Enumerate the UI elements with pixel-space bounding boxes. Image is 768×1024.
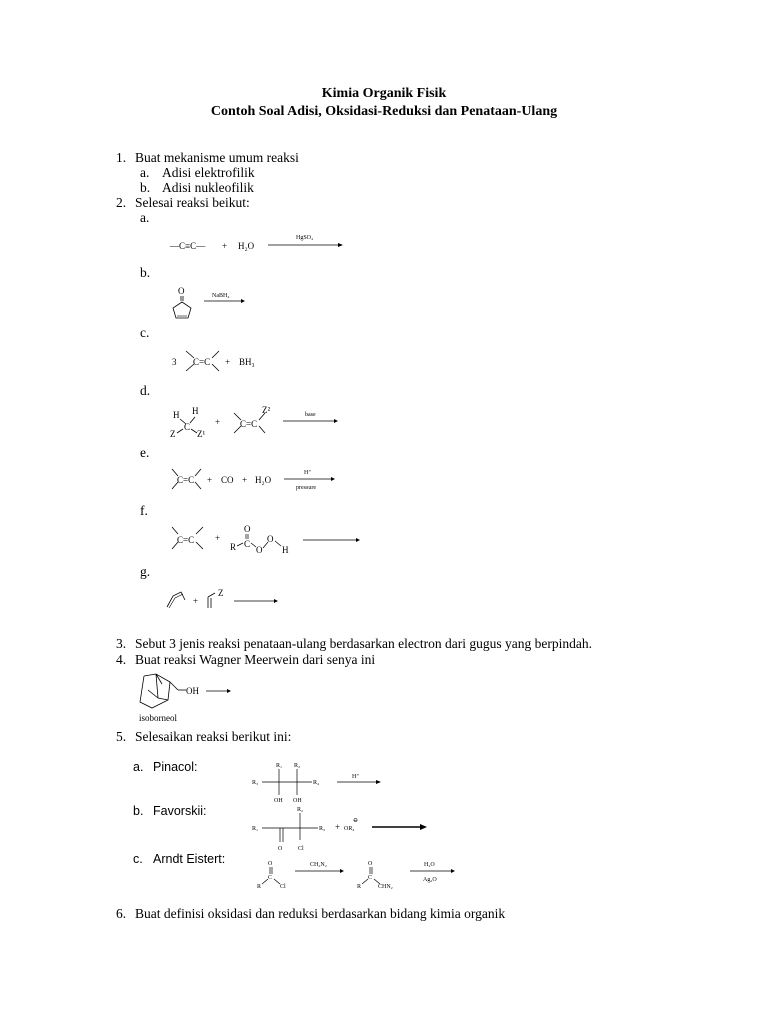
q2f-h: H: [282, 545, 289, 555]
q2e-co: CO: [221, 475, 234, 485]
q2g-plus: +: [193, 596, 199, 606]
q2d-h2: H: [192, 406, 199, 416]
q2c-coefficient: 3: [172, 357, 177, 367]
q2e-plus2: +: [242, 475, 248, 485]
q5a-r1: R₁: [276, 763, 283, 769]
q3-text: Sebut 3 jenis reaksi penataan-ulang berdasarkan electron dari gugus yang berpindah.: [135, 636, 592, 651]
q5a-oh1: OH: [274, 798, 283, 804]
q2e-alkene: C=C: [177, 475, 195, 485]
q1a-label: a.: [140, 165, 150, 180]
q2a-alkyne: —C≡C—: [170, 241, 206, 251]
q5a-r3: R₃: [252, 780, 259, 786]
q2d-alkene: C=C: [240, 419, 258, 429]
q5c-o1: O: [268, 861, 273, 867]
q2f-r: R: [230, 542, 237, 552]
q5c-label: c.: [133, 852, 143, 866]
q2d-reagent: base: [305, 412, 316, 418]
q2e-reagent-bottom: pressure: [296, 485, 316, 491]
q2b-reagent: NaBH₄: [212, 293, 230, 299]
q2g-label: g.: [140, 564, 151, 579]
q5-text: Selesaikan reaksi berikut ini:: [135, 729, 292, 744]
q2a-label: a.: [140, 210, 150, 225]
q5b-alkoxide: OR₄: [344, 826, 355, 832]
q5a-r4: R₄: [313, 780, 320, 786]
q2e-reagent-top: H⁺: [304, 470, 312, 476]
q2a-reagent: HgSO₄: [296, 235, 314, 241]
q2e-water: H₂O: [255, 475, 272, 485]
q1b-label: b.: [140, 180, 151, 195]
q2e-label: e.: [140, 445, 150, 460]
q5c-name: Arndt Eistert:: [153, 852, 226, 866]
q2d-carbon: C: [184, 422, 191, 432]
document-subtitle: Contoh Soal Adisi, Oksidasi-Reduksi dan Penataan-Ulang: [210, 104, 558, 119]
q5c-r2: R: [357, 884, 362, 890]
q2d-z2: Z²: [262, 405, 271, 415]
q5c-c1: C: [268, 875, 273, 881]
q2-text: Selesai reaksi beikut:: [135, 195, 250, 210]
q5c-reagent2-bottom: Ag₂O: [423, 877, 437, 883]
q1a-text: Adisi elektrofilik: [162, 165, 255, 180]
q2c-alkene: C=C: [193, 357, 211, 367]
q5b-minus: ⊖: [353, 818, 359, 824]
q5b-r3: R₃: [319, 826, 326, 832]
q5b-label: b.: [133, 804, 144, 818]
q4-oh: OH: [186, 686, 199, 696]
q2f-label: f.: [140, 503, 148, 518]
q2f-o2: O: [256, 545, 263, 555]
q2f-plus: +: [215, 533, 221, 543]
q2b-label: b.: [140, 265, 151, 280]
q5b-name: Favorskii:: [153, 804, 207, 818]
q4-text: Buat reaksi Wagner Meerwein dari senya ini: [135, 652, 376, 667]
q5-number: 5.: [116, 729, 127, 744]
q2-number: 2.: [116, 195, 127, 210]
q5c-cl: Cl: [280, 884, 286, 890]
q5a-name: Pinacol:: [153, 760, 198, 774]
q2c-label: c.: [140, 325, 150, 340]
q5a-r2: R₂: [294, 763, 301, 769]
q5c-r1: R: [257, 884, 262, 890]
q2d-h1: H: [173, 410, 180, 420]
q2f-alkene: C=C: [177, 535, 195, 545]
q2a-plus: +: [222, 241, 228, 251]
q2c-plus: +: [225, 357, 231, 367]
q5c-reagent2-top: H₂O: [424, 862, 435, 868]
q2d-z: Z: [170, 429, 176, 439]
q5c-c2: C: [368, 875, 373, 881]
q5c-o2: O: [368, 861, 373, 867]
q5b-o: O: [278, 846, 283, 852]
q2e-plus1: +: [207, 475, 213, 485]
q2f-c: C: [244, 539, 251, 549]
q5b-plus: +: [335, 822, 341, 832]
q1b-text: Adisi nukleofilik: [162, 180, 254, 195]
q4-number: 4.: [116, 652, 127, 667]
q4-name: isoborneol: [139, 713, 177, 723]
q2d-z1: Z¹: [197, 429, 206, 439]
q1-number: 1.: [116, 150, 127, 165]
q2g-z: Z: [218, 588, 224, 598]
q5b-r2: R₂: [297, 807, 304, 813]
q5b-cl: Cl: [298, 846, 304, 852]
q5a-reagent: H⁺: [352, 774, 360, 780]
q2f-o3: O: [267, 534, 274, 544]
q2f-carbonyl-o: O: [244, 524, 251, 534]
q2a-water: H₂O: [238, 241, 255, 251]
q5a-oh2: OH: [293, 798, 302, 804]
q1-text: Buat mekanisme umum reaksi: [135, 150, 299, 165]
q2d-label: d.: [140, 383, 151, 398]
q5a-label: a.: [133, 760, 144, 774]
q2c-borane: BH₃: [239, 357, 255, 367]
q2b-oxygen: O: [178, 286, 185, 296]
q6-text: Buat definisi oksidasi dan reduksi berdasarkan bidang kimia organik: [135, 906, 506, 921]
q6-number: 6.: [116, 906, 127, 921]
q3-number: 3.: [116, 636, 127, 651]
q5c-reagent1: CH₂N₂: [310, 862, 327, 868]
q5c-chn2: CHN₂: [378, 884, 393, 890]
q2d-plus: +: [215, 417, 221, 427]
document-title: Kimia Organik Fisik: [321, 86, 447, 101]
q5b-r1: R₁: [252, 826, 259, 832]
